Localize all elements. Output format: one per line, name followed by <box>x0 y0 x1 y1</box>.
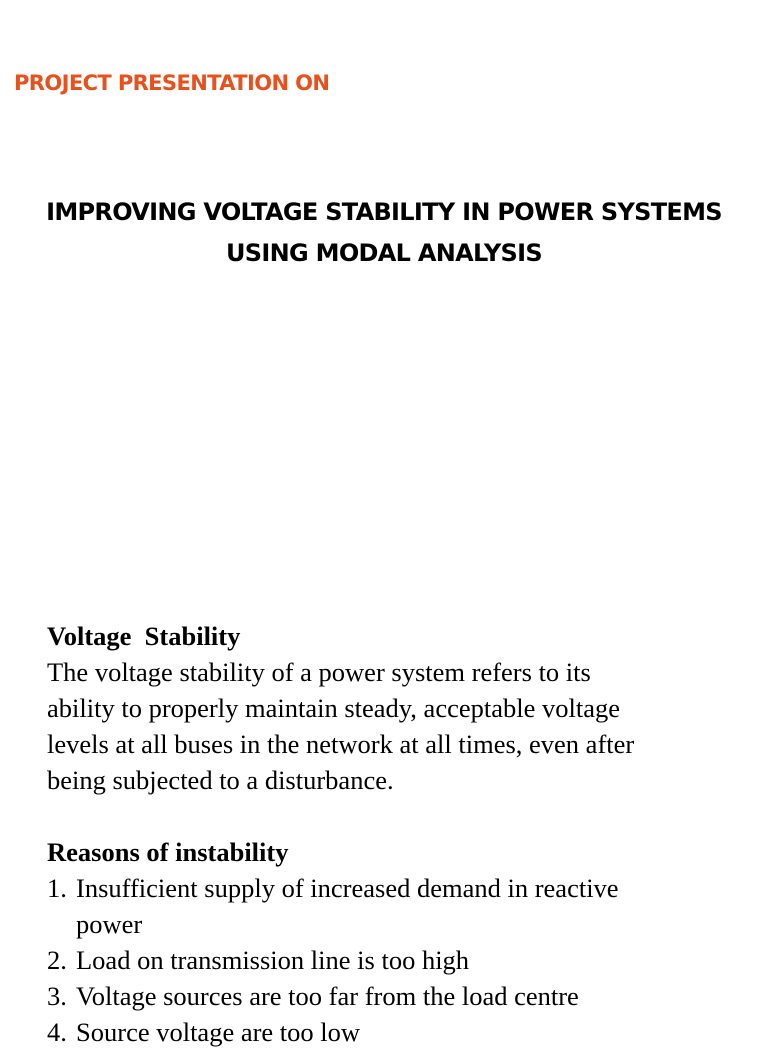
reasons-list <box>47 870 747 1050</box>
reason-text <box>76 1014 747 1050</box>
paragraph-line: The voltage stability of a power system refers to its <box>47 657 591 687</box>
paragraph-line: levels at all buses in the network at all times, even after <box>47 729 635 759</box>
reason-line: power <box>76 909 143 939</box>
reason-text <box>76 978 747 1014</box>
reason-text <box>76 870 747 942</box>
reason-line: Insufficient supply of increased demand in reactive <box>76 873 619 903</box>
reason-number: 1. <box>47 873 67 903</box>
spacer <box>47 798 747 834</box>
reason-item <box>47 978 747 1014</box>
reason-number: 4. <box>47 1017 67 1047</box>
reason-item <box>47 1014 747 1050</box>
presentation-kicker: PROJECT PRESENTATION ON <box>14 71 330 95</box>
reason-line: Load on transmission line is too high <box>76 945 470 975</box>
paragraph-line: being subjected to a disturbance. <box>47 765 394 795</box>
voltage-stability-heading: Voltage Stability <box>47 621 241 651</box>
slide-body <box>47 618 747 1050</box>
reason-text <box>76 942 747 978</box>
title-line: USING MODAL ANALYSIS <box>226 239 542 267</box>
reason-number: 3. <box>47 981 67 1011</box>
presentation-title <box>0 192 768 274</box>
reason-line: Source voltage are too low <box>76 1017 361 1047</box>
content-slide <box>0 600 768 1047</box>
reason-line: Voltage sources are too far from the load centre <box>76 981 579 1011</box>
reason-item <box>47 870 747 942</box>
voltage-stability-paragraph <box>47 654 747 798</box>
title-line: IMPROVING VOLTAGE STABILITY IN POWER SYSTEMS <box>46 198 722 226</box>
paragraph-line: ability to properly maintain steady, acceptable voltage <box>47 693 620 723</box>
reasons-heading: Reasons of instability <box>47 837 289 867</box>
reason-item <box>47 942 747 978</box>
reason-number: 2. <box>47 945 67 975</box>
